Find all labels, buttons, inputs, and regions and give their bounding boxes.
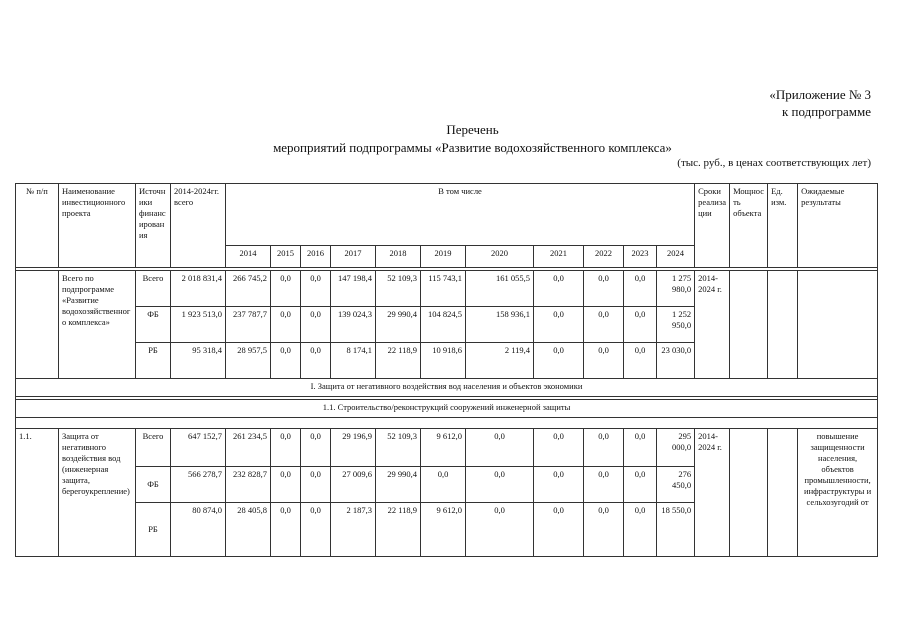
val-cell: 23 030,0 bbox=[657, 343, 695, 379]
val-cell: 18 550,0 bbox=[657, 503, 695, 557]
val-cell: 139 024,3 bbox=[331, 307, 376, 343]
val-cell: 2 119,4 bbox=[466, 343, 534, 379]
header-no: № п/п bbox=[16, 184, 59, 268]
item-no: 1.1. bbox=[16, 429, 59, 557]
header-unit: Ед. изм. bbox=[768, 184, 798, 268]
val-cell: 0,0 bbox=[534, 271, 584, 307]
val-cell: 0,0 bbox=[301, 343, 331, 379]
val-cell: 0,0 bbox=[534, 429, 584, 467]
year-cell: 2015 bbox=[271, 246, 301, 268]
sum-cell: 80 874,0 bbox=[171, 503, 226, 557]
val-cell: 0,0 bbox=[301, 467, 331, 503]
src-cell: РБ bbox=[136, 503, 171, 557]
val-cell: 0,0 bbox=[271, 503, 301, 557]
val-cell: 0,0 bbox=[584, 271, 624, 307]
val-cell: 28 405,8 bbox=[226, 503, 271, 557]
doc-subtitle: мероприятий подпрограммы «Развитие водохозяйственного комплекса» bbox=[273, 140, 672, 155]
val-cell: 0,0 bbox=[271, 271, 301, 307]
val-cell: 0,0 bbox=[624, 307, 657, 343]
val-cell: 10 918,6 bbox=[421, 343, 466, 379]
sum-cell: 566 278,7 bbox=[171, 467, 226, 503]
total-name: Всего по подпрограмме «Развитие водохозяйственного комплекса» bbox=[59, 271, 136, 379]
val-cell: 9 612,0 bbox=[421, 429, 466, 467]
section-heading-1-1: 1.1. Строительство/реконструкций сооружений инженерной защиты bbox=[16, 400, 878, 418]
val-cell: 0,0 bbox=[534, 307, 584, 343]
sum-cell: 1 923 513,0 bbox=[171, 307, 226, 343]
table-row bbox=[16, 429, 878, 467]
header-including: В том числе bbox=[226, 184, 695, 246]
val-cell: 29 990,4 bbox=[376, 467, 421, 503]
src-cell: ФБ bbox=[136, 467, 171, 503]
header-terms: Сроки реализации bbox=[695, 184, 730, 268]
val-cell: 0,0 bbox=[301, 429, 331, 467]
val-cell: 232 828,7 bbox=[226, 467, 271, 503]
table-row bbox=[16, 271, 878, 307]
val-cell: 0,0 bbox=[624, 271, 657, 307]
item-terms: 2014-2024 г. bbox=[695, 429, 730, 557]
doc-title: Перечень bbox=[446, 122, 499, 137]
val-cell: 0,0 bbox=[624, 503, 657, 557]
src-cell: ФБ bbox=[136, 307, 171, 343]
year-cell: 2018 bbox=[376, 246, 421, 268]
val-cell: 0,0 bbox=[584, 467, 624, 503]
val-cell: 295 000,0 bbox=[657, 429, 695, 467]
header-source: Источники финансирования bbox=[136, 184, 171, 268]
val-cell: 29 196,9 bbox=[331, 429, 376, 467]
annex-line2: к подпрограмме bbox=[781, 104, 871, 119]
val-cell: 2 187,3 bbox=[331, 503, 376, 557]
val-cell: 161 055,5 bbox=[466, 271, 534, 307]
src-cell: Всего bbox=[136, 429, 171, 467]
val-cell: 0,0 bbox=[584, 343, 624, 379]
val-cell: 0,0 bbox=[466, 467, 534, 503]
val-cell: 27 009,6 bbox=[331, 467, 376, 503]
val-cell: 0,0 bbox=[584, 503, 624, 557]
val-cell: 115 743,1 bbox=[421, 271, 466, 307]
val-cell: 158 936,1 bbox=[466, 307, 534, 343]
year-cell: 2022 bbox=[584, 246, 624, 268]
year-cell: 2024 bbox=[657, 246, 695, 268]
year-cell: 2021 bbox=[534, 246, 584, 268]
src-cell: РБ bbox=[136, 343, 171, 379]
year-cell: 2019 bbox=[421, 246, 466, 268]
val-cell: 1 252 950,0 bbox=[657, 307, 695, 343]
sum-cell: 647 152,7 bbox=[171, 429, 226, 467]
val-cell: 0,0 bbox=[466, 429, 534, 467]
val-cell: 261 234,5 bbox=[226, 429, 271, 467]
val-cell: 52 109,3 bbox=[376, 429, 421, 467]
val-cell: 0,0 bbox=[624, 467, 657, 503]
val-cell: 0,0 bbox=[301, 503, 331, 557]
val-cell: 22 118,9 bbox=[376, 503, 421, 557]
val-cell: 0,0 bbox=[466, 503, 534, 557]
year-cell: 2014 bbox=[226, 246, 271, 268]
sum-cell: 95 318,4 bbox=[171, 343, 226, 379]
val-cell: 8 174,1 bbox=[331, 343, 376, 379]
section-heading-1: I. Защита от негативного воздействия вод населения и объектов экономики bbox=[16, 379, 878, 397]
val-cell: 0,0 bbox=[421, 467, 466, 503]
val-cell: 0,0 bbox=[271, 467, 301, 503]
val-cell: 0,0 bbox=[271, 307, 301, 343]
val-cell: 147 198,4 bbox=[331, 271, 376, 307]
val-cell: 28 957,5 bbox=[226, 343, 271, 379]
header-results: Ожидаемые результаты bbox=[798, 184, 878, 268]
total-terms: 2014-2024 г. bbox=[695, 271, 730, 379]
val-cell: 276 450,0 bbox=[657, 467, 695, 503]
val-cell: 0,0 bbox=[534, 503, 584, 557]
val-cell: 0,0 bbox=[301, 307, 331, 343]
val-cell: 0,0 bbox=[271, 343, 301, 379]
year-cell: 2017 bbox=[331, 246, 376, 268]
header-name: Наименование инвестиционного проекта bbox=[59, 184, 136, 268]
val-cell: 0,0 bbox=[534, 467, 584, 503]
val-cell: 237 787,7 bbox=[226, 307, 271, 343]
val-cell: 0,0 bbox=[534, 343, 584, 379]
year-cell: 2023 bbox=[624, 246, 657, 268]
val-cell: 266 745,2 bbox=[226, 271, 271, 307]
val-cell: 22 118,9 bbox=[376, 343, 421, 379]
val-cell: 0,0 bbox=[301, 271, 331, 307]
year-cell: 2016 bbox=[301, 246, 331, 268]
total-no bbox=[16, 271, 59, 379]
item-results: повышение защищенности населения, объектов промышленности, инфраструктуры и сельхозугодий от bbox=[798, 429, 878, 557]
sum-cell: 2 018 831,4 bbox=[171, 271, 226, 307]
val-cell: 0,0 bbox=[271, 429, 301, 467]
val-cell: 0,0 bbox=[624, 429, 657, 467]
item-name: Защита от негативного воздействия вод (инженерная защита, берегоукрепление) bbox=[59, 429, 136, 557]
val-cell: 1 275 980,0 bbox=[657, 271, 695, 307]
header-total: 2014-2024гг. всего bbox=[171, 184, 226, 268]
measures-table bbox=[15, 183, 878, 557]
val-cell: 0,0 bbox=[624, 343, 657, 379]
annex-line1: «Приложение № 3 bbox=[769, 87, 871, 102]
val-cell: 9 612,0 bbox=[421, 503, 466, 557]
units-note: (тыс. руб., в ценах соответствующих лет) bbox=[677, 157, 871, 169]
val-cell: 0,0 bbox=[584, 307, 624, 343]
val-cell: 52 109,3 bbox=[376, 271, 421, 307]
val-cell: 0,0 bbox=[584, 429, 624, 467]
annex-reference bbox=[769, 86, 871, 120]
src-cell: Всего bbox=[136, 271, 171, 307]
val-cell: 104 824,5 bbox=[421, 307, 466, 343]
val-cell: 29 990,4 bbox=[376, 307, 421, 343]
header-capacity: Мощность объекта bbox=[730, 184, 768, 268]
year-cell: 2020 bbox=[466, 246, 534, 268]
